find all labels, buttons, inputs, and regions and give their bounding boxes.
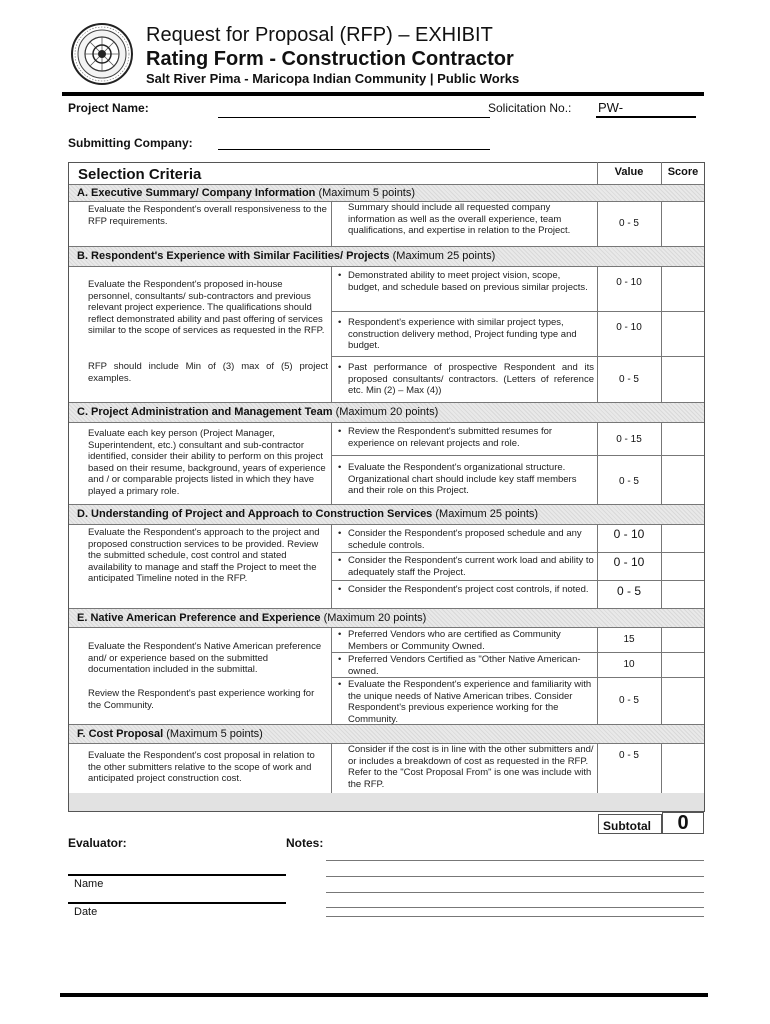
solicitation-value: PW-: [598, 100, 624, 115]
name-label: Name: [74, 878, 104, 890]
section-b-criterion-3: • Past performance of prospective Respondent and its proposed consultants/ contractors. (Letters of reference etc. Min (2) – Max (4)): [336, 362, 594, 397]
section-b-value-2: 0 - 10: [616, 322, 642, 333]
section-c-header: C. Project Administration and Management Team (Maximum 20 points): [69, 403, 704, 422]
project-name-label: Project Name:: [68, 101, 149, 115]
selection-criteria-header: Selection Criteria: [78, 166, 202, 183]
section-a-criteria: Summary should include all requested company information as well as the overall experience, team qualifications, and expertise in relation to the Project.: [348, 202, 571, 236]
section-f-description: Evaluate the Respondent's cost proposal in relation to the other submitters relative to the scope of work and anticipated project construction cost.: [88, 750, 315, 784]
section-d-criterion-3: • Consider the Respondent's project cost controls, if noted.: [336, 584, 594, 596]
row-divider: [331, 652, 704, 653]
document-title: Request for Proposal (RFP) – EXHIBIT: [146, 24, 493, 46]
score-header: Score: [667, 166, 699, 178]
evaluator-label: Evaluator:: [68, 836, 127, 850]
section-d-description: Evaluate the Respondent's approach to the project and proposed construction services to be provided. Review the submitted schedule, cost control and stated availability to manage and staff the Project to meet the anticipated Timeline noted in the RFP.: [88, 527, 320, 584]
evaluation-date-field[interactable]: [68, 902, 286, 904]
cell-divider: [331, 422, 332, 504]
cell-divider: [331, 266, 332, 402]
section-e-community-experience: Review the Respondent's past experience working for the Community.: [88, 688, 315, 711]
section-d-value-1: 0 - 10: [613, 527, 645, 541]
row-divider: [69, 524, 704, 525]
section-e-description: Evaluate the Respondent's Native American preference and/ or experience based on the submitted documentation included in the submittal.: [88, 641, 322, 675]
cell-divider: [331, 743, 332, 793]
section-f-value: 0 - 5: [618, 750, 639, 761]
subtotal-score[interactable]: 0: [662, 812, 704, 834]
header-rule: [62, 92, 704, 96]
community-seal-icon: [70, 22, 134, 86]
section-b-header: B. Respondent's Experience with Similar Facilities/ Projects (Maximum 25 points): [69, 247, 704, 266]
row-divider: [331, 311, 704, 312]
section-b-value-1: 0 - 10: [616, 277, 642, 288]
section-e-value-3: 0 - 5: [618, 695, 639, 706]
row-divider: [331, 677, 704, 678]
section-c-value-2: 0 - 5: [618, 476, 639, 487]
subtotal-label: Subtotal: [598, 814, 662, 834]
notes-line[interactable]: [326, 876, 704, 877]
section-b-criterion-2: • Respondent's experience with similar project types, construction delivery method, Project funding type and budget.: [336, 317, 594, 352]
notes-label: Notes:: [286, 836, 324, 850]
section-c-criterion-2: • Evaluate the Respondent's organizational structure. Organizational chart should include key staff members and their role on this Project.: [336, 462, 594, 497]
section-e-criterion-1: • Preferred Vendors who are certified as Community Members or Community Owned.: [336, 629, 594, 652]
section-c-criterion-1: • Review the Respondent's submitted resumes for experience on relevant projects and role.: [336, 426, 594, 449]
section-d-value-3: 0 - 5: [616, 584, 641, 598]
section-e-value-2: 10: [623, 659, 635, 670]
section-d-value-2: 0 - 10: [613, 555, 645, 569]
section-a-header: A. Executive Summary/ Company Information (Maximum 5 points): [69, 184, 704, 201]
cell-divider: [331, 201, 332, 246]
section-e-criterion-3: • Evaluate the Respondent's experience and familiarity with the unique needs of Native American tribes. Consider Respondent's previous experience working for the Community.: [336, 679, 594, 725]
section-c-value-1: 0 - 15: [616, 434, 642, 445]
section-c-description: Evaluate each key person (Project Manager, Superintendent, etc.) consultant and sub-contractor identified, consider their ability to perform on this project based on their resume, background, years of experience and / or comparable projects listed in which they have played a primary role.: [88, 428, 326, 497]
evaluator-name-field[interactable]: [68, 874, 286, 876]
section-b-examples-note: RFP should include Min of (3) max of (5) project examples.: [88, 361, 328, 384]
date-label: Date: [74, 906, 98, 918]
row-divider: [331, 455, 704, 456]
row-divider: [69, 627, 704, 628]
section-d-criterion-2: • Consider the Respondent's current work load and ability to adequately staff the Project.: [336, 555, 594, 578]
section-b-criterion-1: • Demonstrated ability to meet project vision, scope, budget, and schedule based on previous similar projects.: [336, 270, 594, 293]
section-e-criterion-2: • Preferred Vendors Certified as "Other Native American-owned.: [336, 654, 594, 677]
cell-divider: [331, 524, 332, 608]
section-d-criterion-1: • Consider the Respondent's proposed schedule and any schedule controls.: [336, 528, 596, 551]
table-footer-row: [69, 793, 704, 811]
section-a-value: 0 - 5: [618, 218, 639, 229]
notes-line[interactable]: [326, 916, 704, 917]
row-divider: [69, 266, 704, 267]
document-subtitle: Rating Form - Construction Contractor: [146, 48, 514, 70]
cell-divider: [331, 627, 332, 724]
row-divider: [331, 580, 704, 581]
submitting-company-field[interactable]: [218, 149, 490, 150]
row-divider: [69, 184, 704, 185]
row-divider: [69, 422, 704, 423]
row-divider: [331, 356, 704, 357]
section-f-header: F. Cost Proposal (Maximum 5 points): [69, 725, 704, 743]
row-divider: [331, 552, 704, 553]
section-f-criteria: Consider if the cost is in line with the other submitters and/ or includes a breakdown of cost as requested in the RFP. Refer to the "Cost Proposal From" is one was include with the RFP.: [348, 744, 594, 790]
section-d-header: D. Understanding of Project and Approach to Construction Services (Maximum 25 points): [69, 505, 704, 524]
notes-line[interactable]: [326, 860, 704, 861]
notes-line[interactable]: [326, 907, 704, 908]
notes-line[interactable]: [326, 892, 704, 893]
section-e-header: E. Native American Preference and Experience (Maximum 20 points): [69, 609, 704, 627]
solicitation-label: Solicitation No.:: [488, 101, 572, 115]
project-name-field[interactable]: [218, 117, 490, 118]
submitting-company-label: Submitting Company:: [68, 136, 193, 150]
value-header: Value: [614, 166, 644, 178]
section-a-description: Evaluate the Respondent's overall responsiveness to the RFP requirements.: [88, 204, 327, 227]
section-e-value-1: 15: [623, 634, 635, 645]
solicitation-field[interactable]: [596, 116, 696, 118]
organization-line: Salt River Pima - Maricopa Indian Community | Public Works: [146, 71, 520, 86]
section-b-value-3: 0 - 5: [618, 374, 639, 385]
section-b-description: Evaluate the Respondent's proposed in-house personnel, consultants/ sub-contractors and previous relevant project experience. The qualifications should reflect demonstrated ability and past offering of services similar to the scope of services as requested in the RFP.: [88, 279, 325, 336]
footer-rule: [60, 993, 708, 997]
